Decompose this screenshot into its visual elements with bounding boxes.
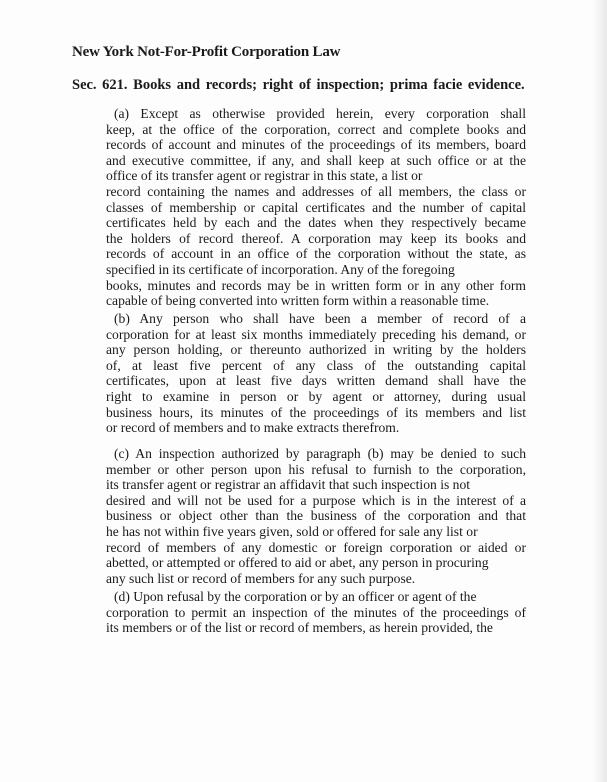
paragraph-line: and executive committee, if any, and shall keep at such office or at the <box>106 152 526 168</box>
paragraph-line: any person holding, or thereunto authorized in writing by the holders <box>106 342 526 358</box>
paragraph-line: (b) Any person who shall have been a member of record of a <box>114 311 526 326</box>
paragraph-line: books, minutes and records may be in written form or in any other form <box>106 277 526 293</box>
paragraph-line: the holders of record thereof. A corporation may keep its books and <box>106 230 526 246</box>
paragraph-line: records of account in an office of the corporation without the state, as <box>106 246 526 262</box>
paragraph-line: office of its transfer agent or registrar in this state, a list or <box>106 168 423 184</box>
paragraph-line: records of account and minutes of the proceedings of its members, board <box>106 137 526 153</box>
paragraph-line: business hours, its minutes of the proceedings of its members and list <box>106 404 526 420</box>
paragraph-line: capable of being converted into written form within a reasonable time. <box>106 293 490 309</box>
paragraph-line: keep, at the office of the corporation, correct and complete books and <box>106 121 526 137</box>
paragraph-line: its transfer agent or registrar an affidavit that such inspection is not <box>106 477 471 493</box>
paragraph-line: member or other person upon his refusal to furnish to the corporation, <box>106 461 526 477</box>
paragraph-line: (c) An inspection authorized by paragraph (b) may be denied to such <box>114 446 526 461</box>
paragraph-line: corporation for at least six months immediately preceding his demand, or <box>106 326 526 342</box>
paragraph-line: corporation to permit an inspection of the minutes of the proceedings of <box>106 604 526 620</box>
section-heading: Sec. 621. Books and records; right of inspection; prima facie evidence. <box>72 77 525 93</box>
paragraph-line: (d) Upon refusal by the corporation or by an officer or agent of the <box>114 589 477 604</box>
paragraph-line: certificates held by each and the dates when they respectively became <box>106 215 526 231</box>
paragraph-line: right to examine in person or by agent or attorney, during usual <box>106 388 526 404</box>
paragraph-line: abetted, or attempted or offered to aid or abet, any person in procuring <box>106 555 489 571</box>
paragraph-line: record containing the names and addresses of all members, the class or <box>106 183 526 199</box>
document-title: New York Not-For-Profit Corporation Law <box>72 44 341 60</box>
paragraph-line: desired and will not be used for a purpose which is in the interest of a <box>106 492 526 508</box>
paragraph-line: or record of members and to make extracts therefrom. <box>106 420 400 436</box>
paragraph-line: record of members of any domestic or foreign corporation or aided or <box>106 539 526 555</box>
paragraph-line: (a) Except as otherwise provided herein, every corporation shall <box>114 106 526 121</box>
paragraph-line: any such list or record of members for any such purpose. <box>106 570 416 586</box>
paragraph-d <box>106 589 526 636</box>
paragraph-a <box>106 106 526 309</box>
paragraph-c <box>106 446 526 586</box>
paragraph-b <box>106 311 526 436</box>
paragraph-line: classes of membership or capital certificates and the number of capital <box>106 199 526 215</box>
paragraph-line: he has not within five years given, sold or offered for sale any list or <box>106 523 478 539</box>
paragraph-line: of, at least five percent of any class of the outstanding capital <box>106 357 526 373</box>
paragraph-line: business or object other than the business of the corporation and that <box>106 508 526 524</box>
paragraph-line: specified in its certificate of incorporation. Any of the foregoing <box>106 261 455 277</box>
paragraph-line: its members or of the list or record of members, as herein provided, the <box>106 620 493 636</box>
paragraph-line: certificates, upon at least five days written demand shall have the <box>106 373 526 389</box>
